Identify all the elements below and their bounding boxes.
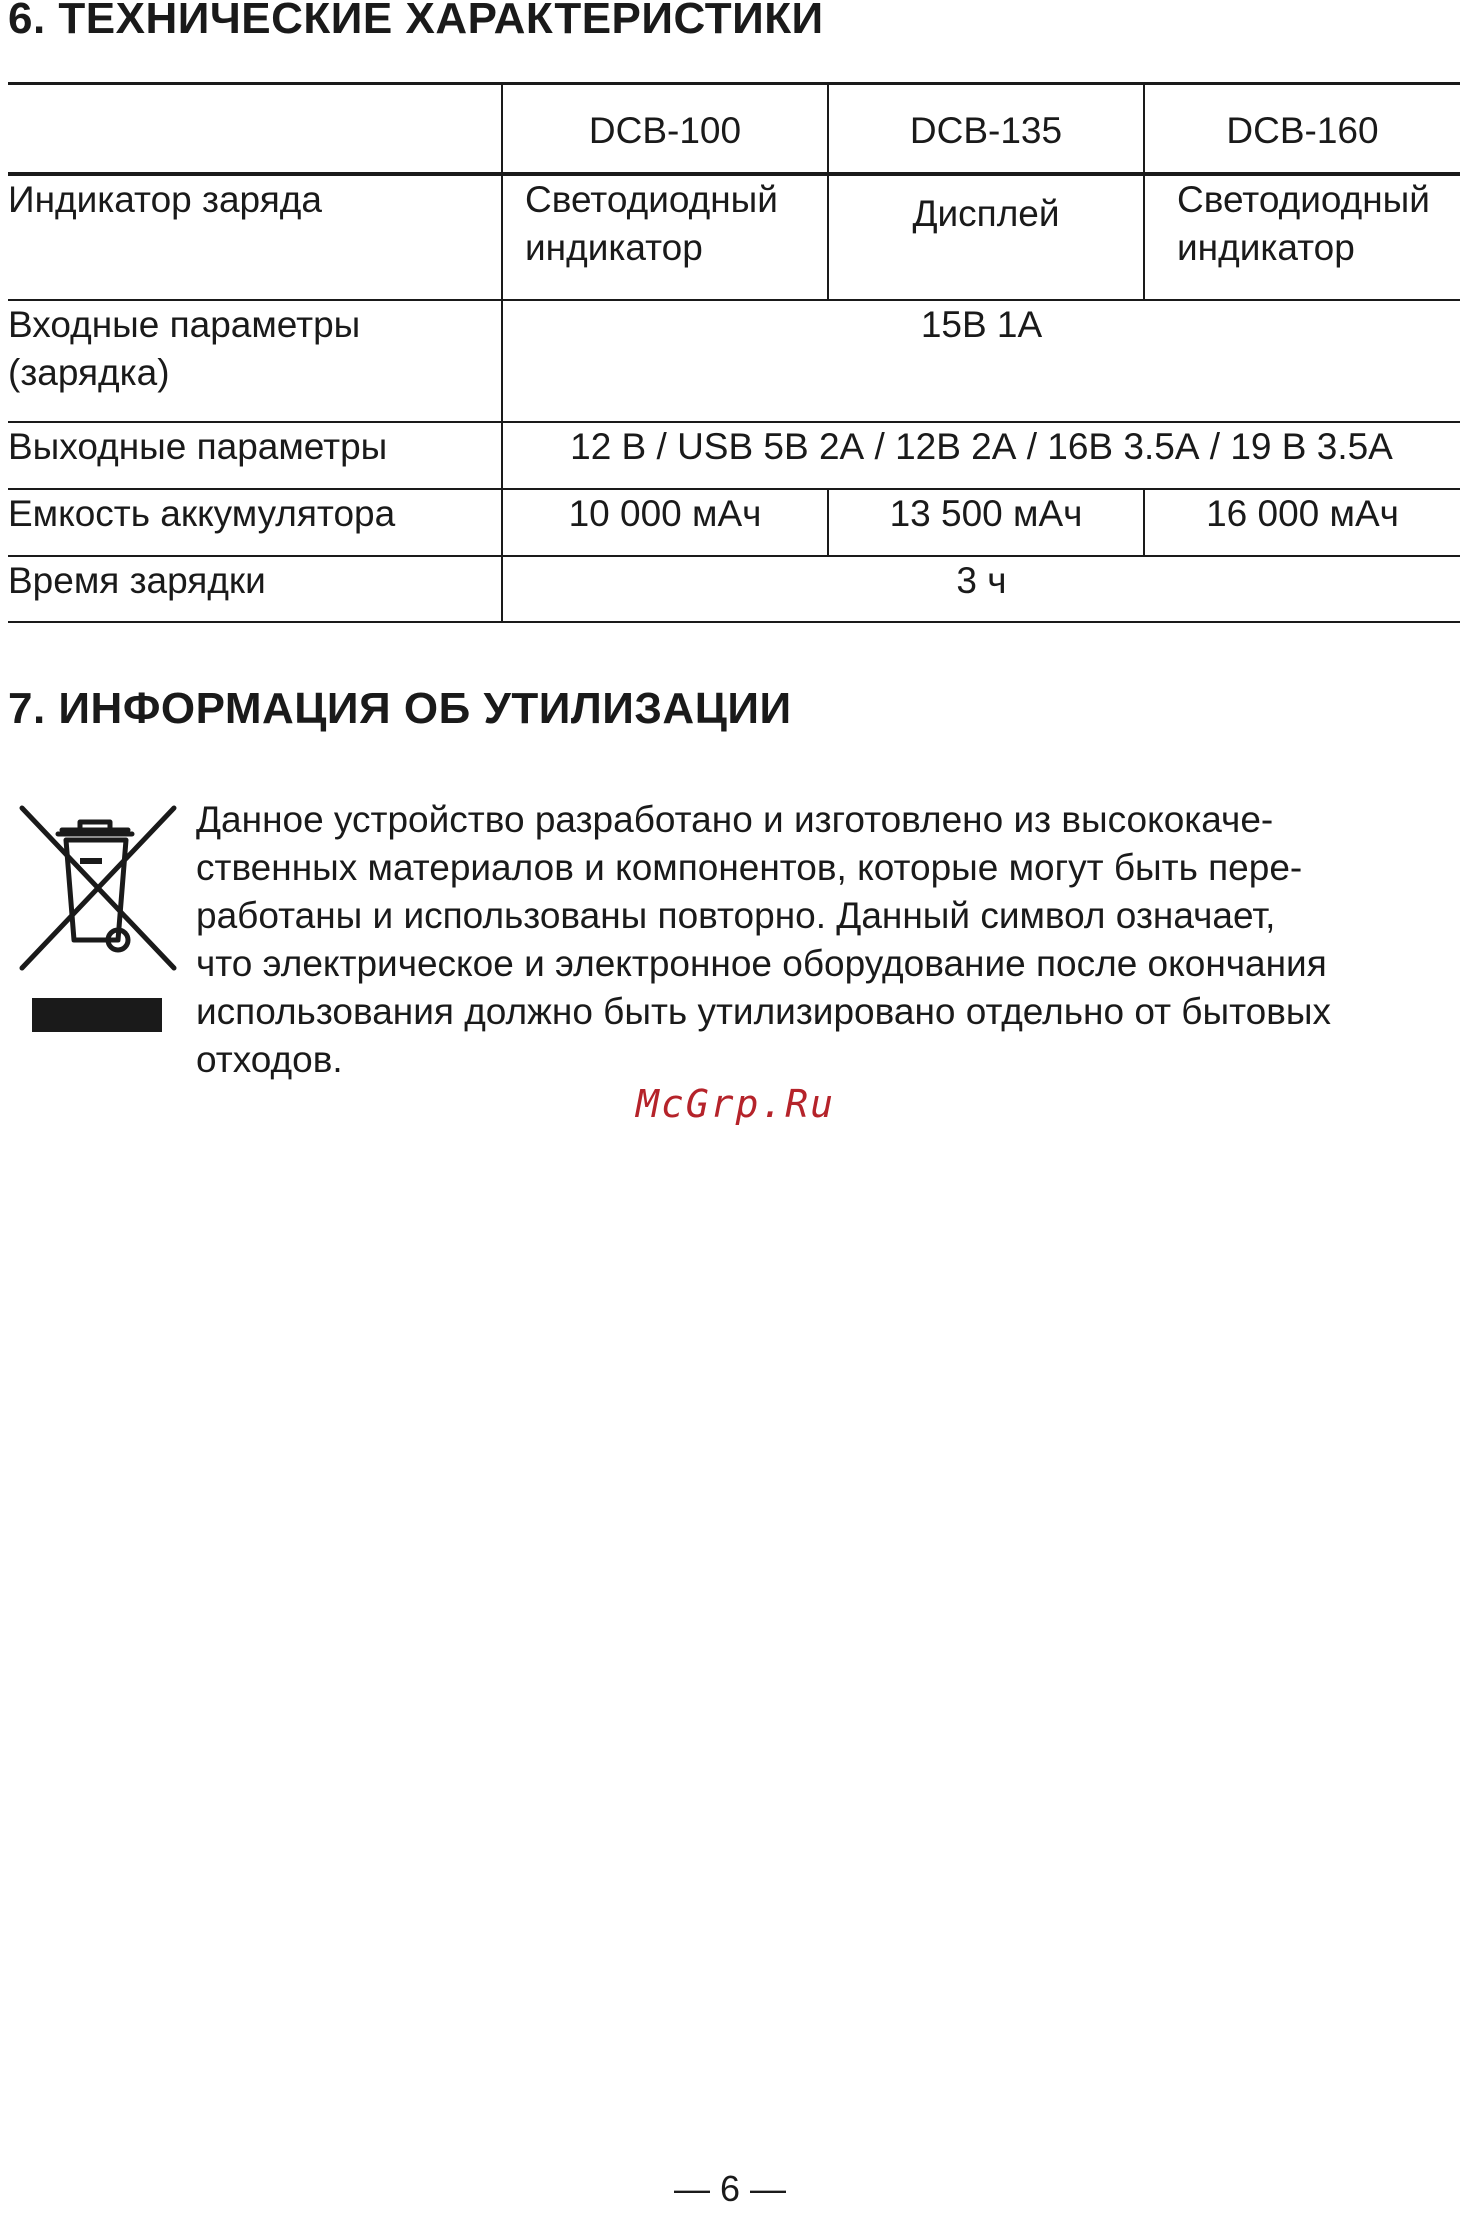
disposal-line: отходов. bbox=[196, 1039, 343, 1080]
cell-output-value: 12 В / USB 5В 2А / 12В 2А / 16В 3.5А / 19 В 3.5А bbox=[502, 422, 1460, 489]
cell-indicator-dcb-100: Светодиодный индикатор bbox=[502, 174, 828, 300]
watermark: McGrp.Ru bbox=[636, 1082, 836, 1126]
specs-header-row bbox=[8, 84, 1460, 174]
header-model-dcb-135: DCB-135 bbox=[828, 84, 1144, 174]
disposal-line: что электрическое и электронное оборудование после окончания bbox=[196, 943, 1327, 984]
cell-capacity-dcb-160: 16 000 мАч bbox=[1144, 489, 1460, 556]
cell-input-value: 15В 1А bbox=[502, 300, 1460, 422]
cell-indicator-dcb-135: Дисплей bbox=[828, 174, 1144, 300]
specs-table bbox=[8, 82, 1460, 623]
header-model-dcb-100: DCB-100 bbox=[502, 84, 828, 174]
row-charge-time bbox=[8, 556, 1460, 622]
disposal-line: ственных материалов и компонентов, которые могут быть пере- bbox=[196, 847, 1303, 888]
page-number: — 6 — bbox=[673, 2168, 787, 2209]
header-empty-cell bbox=[8, 84, 502, 174]
crossed-out-wheelie-bin-icon bbox=[14, 800, 180, 1038]
disposal-line: Данное устройство разработано и изготовлено из высококаче- bbox=[196, 799, 1274, 840]
row-label: Входные параметры (зарядка) bbox=[8, 300, 502, 422]
row-output-parameters bbox=[8, 422, 1460, 489]
cell-charge-time-value: 3 ч bbox=[502, 556, 1460, 622]
row-label: Емкость аккумулятора bbox=[8, 489, 502, 556]
row-label: Индикатор заряда bbox=[8, 174, 502, 300]
row-label: Время зарядки bbox=[8, 556, 502, 622]
row-battery-capacity bbox=[8, 489, 1460, 556]
row-label: Выходные параметры bbox=[8, 422, 502, 489]
row-charge-indicator bbox=[8, 174, 1460, 300]
disposal-section-title: 7. ИНФОРМАЦИЯ ОБ УТИЛИЗАЦИИ bbox=[8, 684, 792, 733]
disposal-line: работаны и использованы повторно. Данный символ означает, bbox=[196, 895, 1276, 936]
cell-capacity-dcb-100: 10 000 мАч bbox=[502, 489, 828, 556]
disposal-line: использования должно быть утилизировано отдельно от бытовых bbox=[196, 991, 1331, 1032]
cell-capacity-dcb-135: 13 500 мАч bbox=[828, 489, 1144, 556]
specs-section-title: 6. ТЕХНИЧЕСКИЕ ХАРАКТЕРИСТИКИ bbox=[8, 0, 824, 43]
disposal-paragraph bbox=[196, 796, 1460, 1084]
row-input-parameters bbox=[8, 300, 1460, 422]
header-model-dcb-160: DCB-160 bbox=[1144, 84, 1460, 174]
cell-indicator-dcb-160: Светодиодный индикатор bbox=[1144, 174, 1460, 300]
